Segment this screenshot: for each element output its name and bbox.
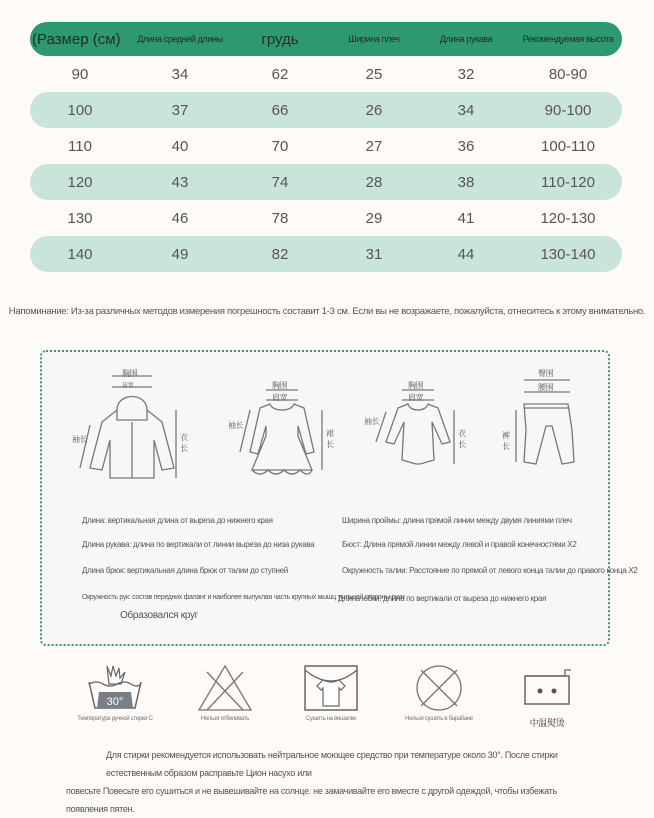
table-cell: 27 xyxy=(365,137,383,155)
dress-figure xyxy=(222,370,342,480)
care-no-bleach xyxy=(182,662,268,728)
table-row xyxy=(30,56,622,92)
table-cell: 46 xyxy=(171,209,189,227)
wash-temperature: 30° xyxy=(106,696,124,708)
table-cell: 130-140 xyxy=(540,245,596,263)
table-cell: 31 xyxy=(365,245,383,263)
table-cell: 49 xyxy=(171,245,189,263)
table-cell: 120-130 xyxy=(540,209,596,227)
table-cell: 100-110 xyxy=(541,137,595,155)
table-cell: 110 xyxy=(68,137,92,155)
care-no-tumble-dry xyxy=(396,662,482,728)
table-cell: 82 xyxy=(271,245,289,263)
shoulder-label: 肩宽 xyxy=(122,383,134,389)
table-cell: 25 xyxy=(365,65,383,83)
no-bleach-icon xyxy=(193,662,257,714)
table-row xyxy=(30,128,622,164)
table-cell: 90-100 xyxy=(544,101,592,119)
iron-medium-icon xyxy=(515,662,579,714)
shoulder-label: 肩宽 xyxy=(408,393,424,402)
table-cell: 120 xyxy=(67,173,93,191)
header-length: Длина средней длины xyxy=(137,34,223,44)
sleeve-label: 袖长 xyxy=(72,435,88,444)
desc-sleeve: Длина рукава: длина по вертикали от линии выреза до низа рукава xyxy=(82,540,315,549)
hip-label: 臀围 xyxy=(538,369,554,378)
table-cell: 36 xyxy=(457,137,475,155)
table-header-row xyxy=(30,22,622,56)
washing-instructions xyxy=(66,746,596,818)
header-shoulder: Ширина плеч xyxy=(348,34,400,44)
table-cell: 74 xyxy=(271,173,289,191)
sleeve-label: 袖长 xyxy=(364,417,380,426)
desc-length: Длина: вертикальная длина от выреза до нижнего края xyxy=(82,516,273,525)
hand-wash-30-icon xyxy=(83,662,147,714)
measurement-note: Напоминание: Из-за различных методов измерения погрешность составит 1-3 см. Если вы не возражаете, пожалуйста, отнеситесь к этому внимательно. xyxy=(8,306,646,317)
table-cell: 32 xyxy=(457,65,475,83)
table-cell: 66 xyxy=(271,101,289,119)
care-hand-wash xyxy=(72,662,158,728)
table-cell: 34 xyxy=(171,65,189,83)
table-cell: 100 xyxy=(67,101,93,119)
care-label: 中温熨烫 xyxy=(529,718,565,728)
table-cell: 140 xyxy=(67,245,93,263)
table-cell: 110-120 xyxy=(541,173,595,191)
table-cell: 43 xyxy=(171,173,189,191)
care-label: Сушить на вешалке xyxy=(305,716,357,722)
desc-pants: Длина брюк: вертикальная длина брюк от талии до ступней xyxy=(82,566,288,575)
table-cell: 26 xyxy=(365,101,383,119)
measurement-guide-panel xyxy=(40,350,638,646)
table-cell: 34 xyxy=(457,101,475,119)
table-cell: 130 xyxy=(67,209,93,227)
table-cell: 70 xyxy=(271,137,289,155)
care-label: Температура ручной стирки C xyxy=(77,716,153,722)
table-cell: 44 xyxy=(457,245,475,263)
table-row xyxy=(30,164,622,200)
washing-line-1: Для стирки рекомендуется использовать нейтральное моющее средство при температуре около 30°. После стирки естественным образом расправьте Цион насухо или xyxy=(106,750,558,778)
table-cell: 90 xyxy=(71,65,89,83)
desc-arm: Окружность рук: состав передних фаланг и наиболее выпуклая часть крупных мышц тыльной стороны руки xyxy=(82,594,405,601)
desc-skirt: Длина юбки: длина по вертикали от выреза до нижнего края xyxy=(338,594,547,603)
length-label: 衣长 xyxy=(180,433,188,453)
table-cell: 80-90 xyxy=(548,65,588,83)
chest-label: 胸围 xyxy=(408,381,424,390)
length-label: 衣长 xyxy=(458,429,466,449)
table-cell: 78 xyxy=(271,209,289,227)
header-height: Рекомендуемая высота xyxy=(522,34,614,44)
table-row xyxy=(30,92,622,128)
skirt-length-label: 裙长 xyxy=(326,429,334,449)
pants-length-label: 裤长 xyxy=(502,431,510,451)
header-size: (Размер (см) xyxy=(32,30,121,48)
jacket-figure xyxy=(72,370,192,480)
header-chest: грудь xyxy=(261,30,299,48)
desc-waist: Окружность талии: Расстояние по прямой от левого конца талии до правого конца X2 xyxy=(342,566,638,575)
size-table xyxy=(30,22,622,272)
table-cell: 29 xyxy=(365,209,383,227)
desc-bust: Бюст: Длина прямой линии между левой и правой конечностями X2 xyxy=(342,540,577,549)
table-row xyxy=(30,200,622,236)
shoulder-label: 肩宽 xyxy=(272,393,288,402)
desc-armhole: Ширина проймы: длина прямой линии между двумя линиями плеч xyxy=(342,516,572,525)
sleeve-label: 袖长 xyxy=(228,421,244,430)
chest-label: 胸围 xyxy=(122,369,138,378)
no-tumble-dry-icon xyxy=(407,662,471,714)
chest-label: 胸围 xyxy=(272,381,288,390)
header-sleeve: Длина рукава xyxy=(439,34,493,44)
pants-figure xyxy=(490,370,610,480)
desc-arm-tail: Образовался круг xyxy=(120,610,199,621)
care-label: Нельзя отбеливать xyxy=(200,716,250,722)
hang-dry-icon xyxy=(299,662,363,714)
care-hang-dry xyxy=(288,662,374,728)
table-cell: 38 xyxy=(457,173,475,191)
table-cell: 62 xyxy=(271,65,289,83)
table-cell: 28 xyxy=(365,173,383,191)
table-cell: 41 xyxy=(457,209,475,227)
table-cell: 40 xyxy=(171,137,189,155)
care-iron-medium xyxy=(504,662,590,728)
table-row xyxy=(30,236,622,272)
romper-figure xyxy=(358,370,478,480)
waist-label: 腰围 xyxy=(538,383,554,392)
washing-line-2: повесьте Повесьте его сушиться и не вывешивайте на солнце. не замачивайте его вместе с другой одеждой, чтобы избежать появления пятен. xyxy=(66,786,557,814)
care-label: Нельзя сушить в барабане xyxy=(405,716,473,722)
table-cell: 37 xyxy=(171,101,189,119)
